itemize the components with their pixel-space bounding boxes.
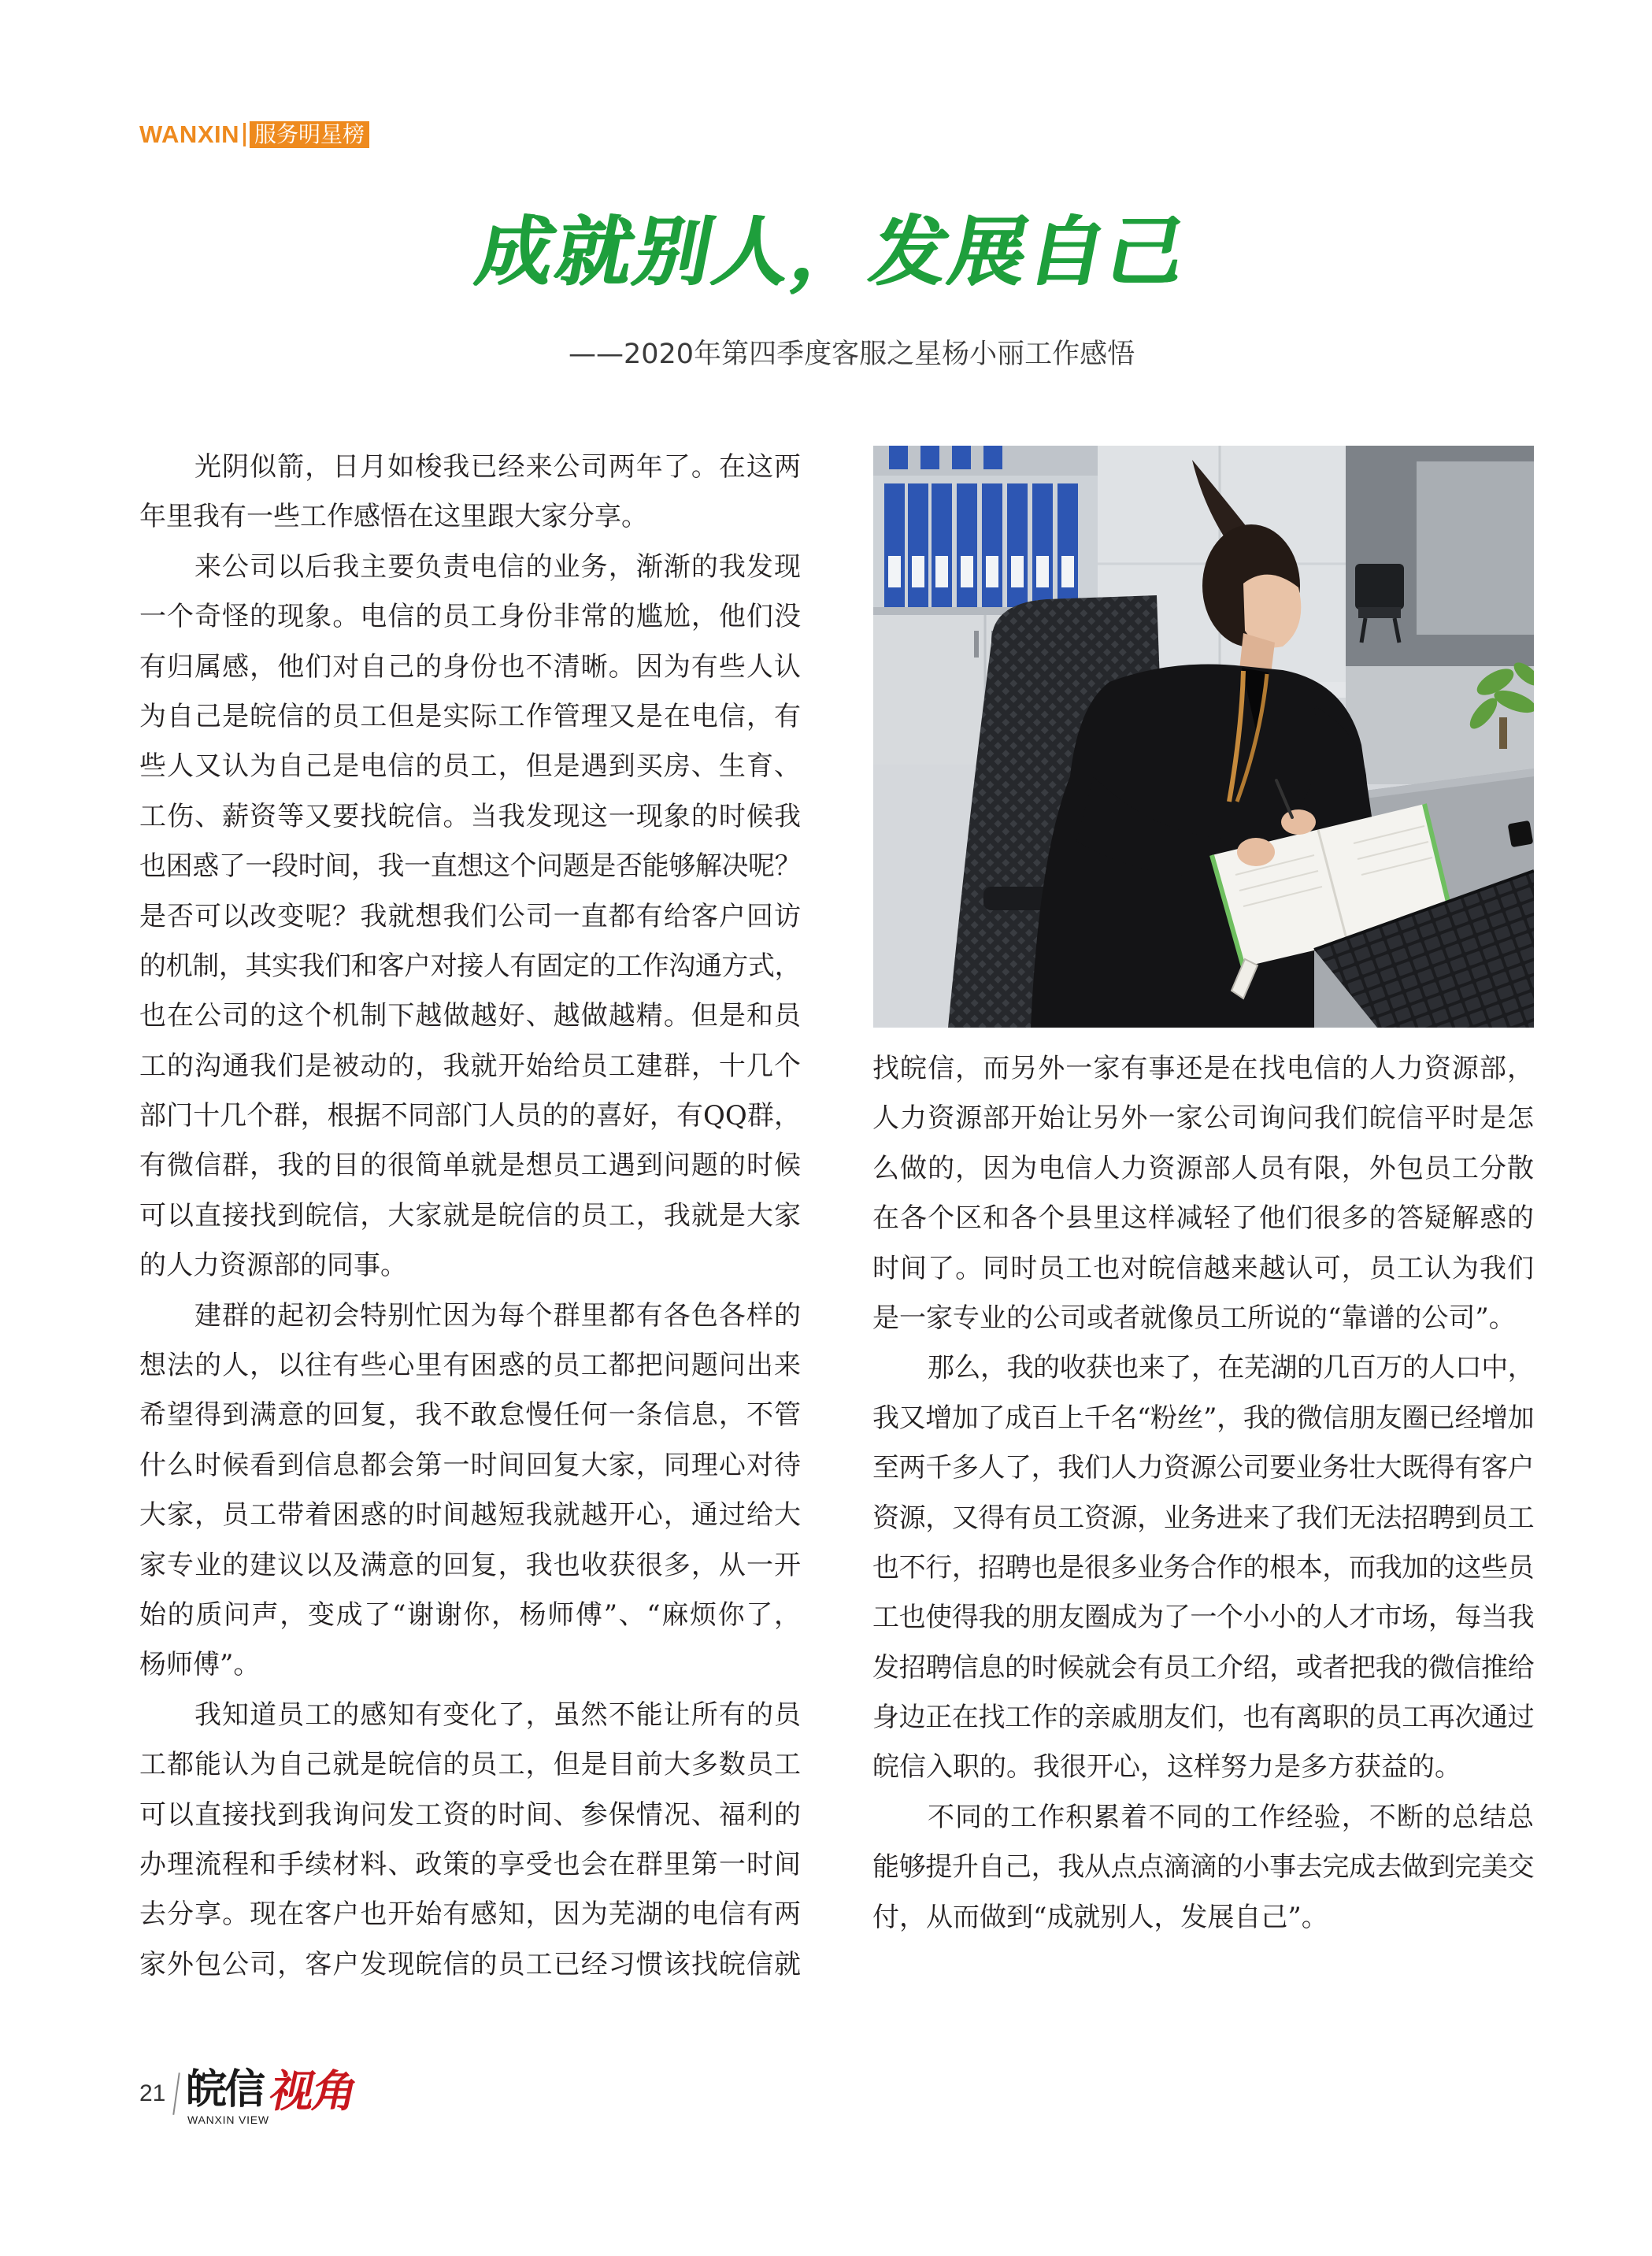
text-line: 么做的，因为电信人力资源部人员有限，外包员工分散 <box>872 1152 1534 1184</box>
brand-label: WANXIN <box>139 120 239 148</box>
text-line: 付，从而做到“成就别人，发展自己”。 <box>872 1901 1328 1933</box>
text-line: 光阴似箭，日月如梭我已经来公司两年了。在这两 <box>194 451 801 483</box>
text-line: 至两千多人了，我们人力资源公司要业务壮大既得有客户 <box>872 1452 1534 1484</box>
text-line: 始的质问声，变成了“谢谢你，杨师傅”、“麻烦你了， <box>139 1598 801 1631</box>
text-line: 一个奇怪的现象。电信的员工身份非常的尴尬，他们没 <box>139 601 801 633</box>
footer-divider <box>172 2073 180 2115</box>
text-line: 在各个区和各个县里这样减轻了他们很多的答疑解惑的 <box>872 1202 1534 1235</box>
text-line: 工都能认为自己就是皖信的员工，但是目前大多数员工 <box>139 1749 801 1781</box>
text-line: 发招聘信息的时候就会有员工介绍，或者把我的微信推给 <box>872 1651 1534 1684</box>
text-line: 工也使得我的朋友圈成为了一个小小的人才市场，每当我 <box>872 1602 1534 1634</box>
text-line: 杨师傅”。 <box>139 1649 261 1681</box>
text-line: 什么时候看到信息都会第一时间回复大家，同理心对待 <box>139 1449 801 1481</box>
text-line: 的机制，其实我们和客户对接人有固定的工作沟通方式， <box>139 950 801 982</box>
header-divider <box>243 123 246 146</box>
text-line: 办理流程和手续材料、政策的享受也会在群里第一时间 <box>139 1848 801 1880</box>
text-line: 年里我有一些工作感悟在这里跟大家分享。 <box>139 501 648 533</box>
text-line: 去分享。现在客户也开始有感知，因为芜湖的电信有两 <box>139 1899 801 1931</box>
text-line: 是一家专业的公司或者就像员工所说的“靠谱的公司”。 <box>872 1302 1516 1334</box>
paragraph <box>139 1291 801 1691</box>
text-line: 资源，又得有员工资源，业务进来了我们无法招聘到员工 <box>872 1502 1534 1534</box>
text-line: 是否可以改变呢？我就想我们公司一直都有给客户回访 <box>139 900 801 932</box>
text-line: 有微信群，我的目的很简单就是想员工遇到问题的时候 <box>139 1150 801 1182</box>
right-column <box>872 1044 1534 1943</box>
text-line: 想法的人，以往有些心里有困惑的员工都把问题问出来 <box>139 1350 801 1382</box>
text-line: 能够提升自己，我从点点滴滴的小事去完成去做到完美交 <box>872 1851 1534 1884</box>
text-line: 我又增加了成百上千名“粉丝”，我的微信朋友圈已经增加 <box>872 1402 1534 1434</box>
left-column <box>139 443 801 1990</box>
text-line: 也困惑了一段时间，我一直想这个问题是否能够解决呢？ <box>139 850 801 883</box>
section-header <box>139 120 369 149</box>
paragraph <box>872 1793 1534 1943</box>
photo-illustration <box>873 446 1534 1028</box>
paragraph <box>872 1044 1534 1343</box>
section-label: 服务明星榜 <box>250 121 369 148</box>
text-line: 工的沟通我们是被动的，我就开始给员工建群，十几个 <box>139 1050 801 1082</box>
text-line: 家外包公司，客户发现皖信的员工已经习惯该找皖信就 <box>139 1948 801 1980</box>
paragraph <box>872 1343 1534 1793</box>
text-line: 有归属感，他们对自己的身份也不清晰。因为有些人认 <box>139 650 801 683</box>
article-title: 成就别人，发展自己 <box>470 208 1196 296</box>
text-line: 也在公司的这个机制下越做越好、越做越精。但是和员 <box>139 1000 801 1032</box>
text-line: 我知道员工的感知有变化了，虽然不能让所有的员 <box>194 1698 801 1731</box>
paragraph <box>139 1691 801 1990</box>
text-line: 也不行，招聘也是很多业务合作的根本，而我加的这些员 <box>872 1551 1534 1584</box>
text-line: 不同的工作积累着不同的工作经验，不断的总结总 <box>928 1801 1534 1833</box>
article-photo <box>873 446 1534 1028</box>
paragraph <box>139 543 801 1291</box>
text-line: 家专业的建议以及满意的回复，我也收获很多，从一开 <box>139 1549 801 1581</box>
text-line: 那么，我的收获也来了，在芜湖的几百万的人口中， <box>928 1352 1534 1384</box>
text-line: 时间了。同时员工也对皖信越来越认可，员工认为我们 <box>872 1252 1534 1284</box>
text-line: 身边正在找工作的亲戚朋友们，也有离职的员工再次通过 <box>872 1702 1534 1734</box>
phone <box>1508 821 1534 847</box>
text-line: 建群的起初会特别忙因为每个群里都有各色各样的 <box>194 1299 801 1332</box>
text-line: 人力资源部开始让另外一家公司询问我们皖信平时是怎 <box>872 1102 1534 1135</box>
text-line: 的人力资源部的同事。 <box>139 1250 407 1282</box>
text-line: 可以直接找到我询问发工资的时间、参保情况、福利的 <box>139 1799 801 1831</box>
page-number: 21 <box>139 2080 166 2106</box>
text-line: 工伤、薪资等又要找皖信。当我发现这一现象的时候我 <box>139 800 801 832</box>
magazine-logo-subtitle: WANXIN VIEW <box>187 2113 269 2126</box>
text-line: 大家，员工带着困惑的时间越短我就越开心，通过给大 <box>139 1499 801 1532</box>
magazine-logo-main: 皖信 <box>186 2066 264 2113</box>
text-line: 来公司以后我主要负责电信的业务，渐渐的我发现 <box>194 550 801 583</box>
text-line: 希望得到满意的回复，我不敢怠慢任何一条信息，不管 <box>139 1399 801 1432</box>
text-line: 为自己是皖信的员工但是实际工作管理又是在电信，有 <box>139 700 801 732</box>
magazine-logo-accent: 视角 <box>265 2065 362 2117</box>
text-line: 找皖信，而另外一家有事还是在找电信的人力资源部， <box>872 1053 1534 1084</box>
paragraph <box>139 443 801 543</box>
text-line: 些人又认为自己是电信的员工，但是遇到买房、生育、 <box>139 750 801 783</box>
text-line: 部门十几个群，根据不同部门人员的的喜好，有QQ群， <box>139 1100 801 1132</box>
article-subtitle: ——2020年第四季度客服之星杨小丽工作感悟 <box>569 339 1135 370</box>
text-line: 皖信入职的。我很开心，这样努力是多方获益的。 <box>872 1751 1461 1784</box>
text-line: 可以直接找到皖信，大家就是皖信的员工，我就是大家 <box>139 1199 801 1232</box>
